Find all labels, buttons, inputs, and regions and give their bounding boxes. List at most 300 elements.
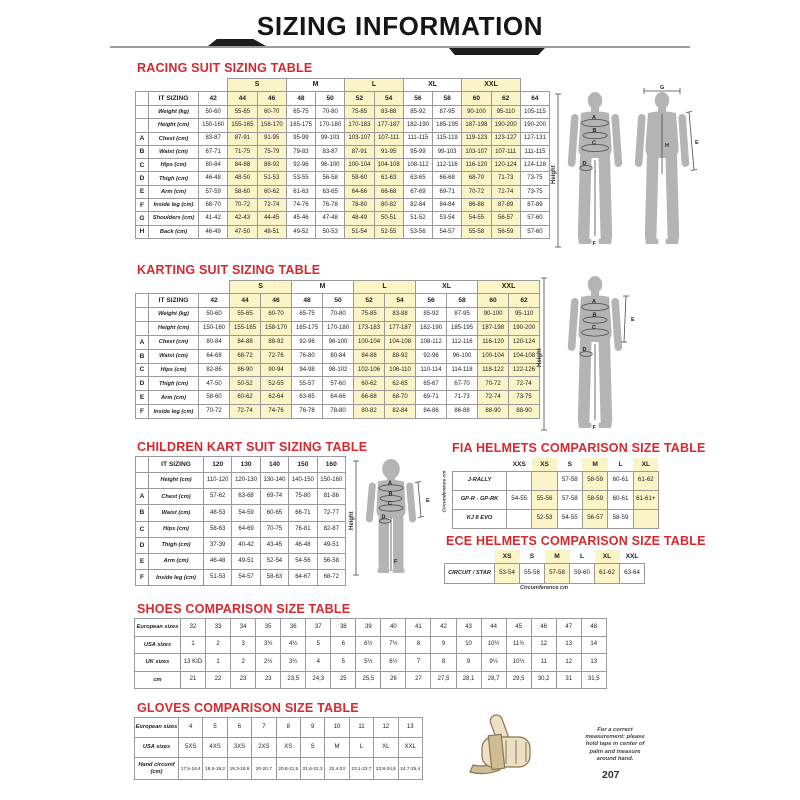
table-cell: 72-76 [261,349,292,363]
table-cell: 28,1 [456,671,481,689]
table-cell: Weight (kg) [149,308,199,322]
table-cell: 58-60 [199,391,230,405]
table-cell: 56-57 [491,212,520,225]
table-cell: 55-65 [230,308,261,322]
table-cell: Arm (cm) [149,553,204,569]
table-cell: 102-106 [354,363,385,377]
table-cell: 37 [306,619,331,637]
table-cell: 56-58 [316,172,345,185]
gloves-comparison-table [134,717,422,780]
table-cell: 87-89 [520,199,549,212]
table-cell: Inside leg (cm) [149,199,199,212]
table-cell: 31 [556,671,581,689]
table-cell: 72-74 [478,391,509,405]
table-cell: 40 [381,619,406,637]
table-cell: 48-49 [345,212,374,225]
table-cell: M [325,738,349,758]
table-cell: 83-88 [374,106,403,119]
page-number: 207 [602,769,620,781]
table-cell: 43 [456,619,481,637]
table-cell: E [136,185,149,198]
page-title: SIZING INFORMATION [256,11,544,41]
table-cell: 58-59 [582,471,607,490]
table-cell: 79-83 [286,145,315,158]
table-cell: 66-68 [374,185,403,198]
table-cell: 111-115 [520,145,549,158]
table-cell: 11 [349,718,373,738]
table-cell: 110-114 [416,363,447,377]
table-cell: 46-48 [289,537,317,553]
table-cell: Hand circumf (cm) [135,758,179,780]
table-cell: 48-50 [228,172,257,185]
table-cell: 50-60 [199,308,230,322]
table-cell: 23,5 [281,671,306,689]
table-cell: 9 [300,718,324,738]
table-cell: 61-62 [633,471,658,490]
table-cell: 39 [356,619,381,637]
table-cell: 140-150 [289,473,317,489]
table-cell: 70-72 [462,185,491,198]
table-cell [507,509,532,528]
table-cell: 41 [406,619,431,637]
table-cell: 60-62 [354,377,385,391]
table-cell: 53-54 [495,563,520,583]
table-cell: 8 [431,654,456,672]
table-cell: 87-95 [447,308,478,322]
table-cell: 62-64 [261,391,292,405]
table-cell: 57-59 [199,185,228,198]
table-cell: 7½ [381,636,406,654]
table-cell: 5 [203,718,227,738]
table-cell: 12 [556,654,581,672]
table-cell: 64 [520,92,549,106]
table-cell [136,281,230,294]
table-cell: 36 [281,619,306,637]
table-cell: 118-122 [478,363,509,377]
table-cell: 58 [447,294,478,308]
table-cell: 57-60 [520,212,549,225]
hips-mark-label: C [592,325,596,331]
table-cell: 66-68 [354,391,385,405]
table-cell: 10½ [506,654,531,672]
table-cell: 2 [231,654,256,672]
thigh-mark-label: D [582,161,587,167]
table-cell: 87-95 [433,106,462,119]
table-cell: 88-90 [509,405,540,419]
table-cell: 56 [416,294,447,308]
table-cell: 92-96 [416,349,447,363]
table-cell: 64-69 [232,521,260,537]
table-cell: 21,6-22,3 [300,758,324,780]
table-cell: 51-53 [257,172,286,185]
table-cell: B [136,349,149,363]
table-cell: 130 [232,457,260,473]
table-cell: 26 [381,671,406,689]
shoulders-mark-label: G [660,85,665,91]
table-cell: 182-190 [403,119,432,132]
table-cell: Height (cm) [149,321,199,335]
table-cell: 96-100 [323,335,354,349]
arm-mark-label: E [631,317,635,323]
table-cell: 108-112 [403,159,432,172]
table-cell: 63-65 [316,185,345,198]
table-cell: 112-116 [447,335,478,349]
table-cell: 47 [556,619,581,637]
chest-mark-label: A [592,299,596,305]
table-cell: 127-131 [520,132,549,145]
table-cell: 86-88 [447,405,478,419]
table-cell: 165-175 [286,119,315,132]
table-cell: 3½ [256,636,281,654]
table-cell: 22,4-23 [325,758,349,780]
table-cell: 64-66 [323,391,354,405]
table-cell: GP-R - GP-RK [453,490,507,509]
table-cell: 84-86 [416,405,447,419]
table-cell: 68-70 [199,199,228,212]
table-cell: 47-50 [199,377,230,391]
table-cell: 4½ [281,636,306,654]
hand-measure-icon [460,712,564,778]
table-cell: XL [595,550,620,563]
table-cell: 177-187 [385,321,416,335]
table-cell: 60 [462,92,491,106]
table-cell: 28,7 [481,671,506,689]
table-cell: E [136,553,149,569]
table-cell: 69-71 [433,185,462,198]
table-cell: 11 [531,654,556,672]
table-cell: 58-63 [260,570,288,586]
table-cell: 104-108 [509,349,540,363]
table-cell: 69-74 [260,489,288,505]
table-cell: XL [416,281,478,294]
table-cell: 66-71 [289,505,317,521]
ece-table-heading: ECE HELMETS COMPARISON SIZE TABLE [446,534,706,548]
table-cell: 53-56 [403,225,432,238]
table-cell [520,79,549,92]
height-label: Height [349,511,355,530]
table-cell: 27,5 [431,671,456,689]
table-cell: 67-69 [403,185,432,198]
header-ornament-right [449,48,545,55]
table-cell: 170-183 [345,119,374,132]
table-cell: 56-57 [582,509,607,528]
table-cell: 52 [354,294,385,308]
table-cell: 6½ [381,654,406,672]
table-cell: 120-130 [232,473,260,489]
table-cell: 57-58 [545,563,570,583]
table-cell: 64-67 [289,570,317,586]
table-cell: 42 [199,92,228,106]
table-cell: A [136,335,149,349]
table-cell: 52-54 [260,553,288,569]
table-cell: S [567,460,573,468]
table-cell: 75-79 [257,145,286,158]
table-cell: Arm (cm) [149,185,199,198]
table-cell: 13 [556,636,581,654]
table-cell: M [292,281,354,294]
table-cell: 25,5 [356,671,381,689]
table-cell: 173-183 [354,321,385,335]
table-cell: XS [495,550,520,563]
table-cell: 120 [204,457,232,473]
table-cell: 50-51 [374,212,403,225]
table-cell: 170-180 [323,321,354,335]
table-cell: 86-88 [462,199,491,212]
table-cell: European sizes [135,619,181,637]
table-cell: 13 [398,718,422,738]
table-cell: 4 [306,654,331,672]
table-cell: XL [374,738,398,758]
table-cell: 70-72 [228,199,257,212]
table-cell: 68-70 [462,172,491,185]
table-cell: M [286,79,345,92]
table-cell: 75-85 [345,106,374,119]
table-cell: Height (cm) [149,119,199,132]
height-label: Height [551,165,557,184]
fia-side-label: Circumference cm [442,470,448,513]
table-cell: 165-175 [292,321,323,335]
table-cell: 140 [260,457,288,473]
table-cell: 92-96 [286,159,315,172]
table-cell: B [136,145,149,158]
table-cell: 2 [206,636,231,654]
karting-suit-table [135,280,539,419]
arm-mark-label: E [426,498,430,504]
table-cell: UK sizes [135,654,181,672]
shoes-comparison-table [134,618,606,689]
table-cell: 10 [325,718,349,738]
table-cell: S [529,552,535,560]
table-cell: 3½ [281,654,306,672]
table-cell: 52-53 [532,509,557,528]
table-cell: 92-96 [292,335,323,349]
table-cell: 42 [199,294,230,308]
table-cell: 64-68 [199,349,230,363]
table-cell: 2XS [252,738,276,758]
table-cell: Inside leg (cm) [149,405,199,419]
table-cell: 47-48 [316,212,345,225]
table-cell: cm [135,671,181,689]
table-cell: 155-165 [228,119,257,132]
table-cell: C [136,159,149,172]
table-cell: 54-55 [557,509,582,528]
table-cell: 49-52 [286,225,315,238]
table-cell: 32 [181,619,206,637]
table-cell: 61-61+ [633,490,658,509]
table-cell: 63-65 [292,391,323,405]
table-cell: 100-104 [478,349,509,363]
table-cell: 91-95 [374,145,403,158]
table-cell: 44 [230,294,261,308]
table-cell: S [228,79,287,92]
table-cell: KJ 8 EVO [453,509,507,528]
table-cell: Thigh (cm) [149,172,199,185]
table-cell: USA sizes [135,636,181,654]
table-cell: 76-78 [292,405,323,419]
table-cell [136,321,149,335]
table-cell: 150-160 [199,321,230,335]
table-cell: 80-82 [374,199,403,212]
table-cell: 58-59 [608,509,633,528]
table-cell: 44 [228,92,257,106]
table-cell: 8 [276,718,300,738]
table-cell: A [136,132,149,145]
table-cell: XXL [478,281,540,294]
table-cell: 45-46 [286,212,315,225]
table-cell: 2½ [256,654,281,672]
table-cell: Waist (cm) [149,349,199,363]
hips-mark-label: C [592,140,596,147]
table-cell: 53-55 [286,172,315,185]
table-cell: 104-108 [374,159,403,172]
table-cell: 70-72 [478,377,509,391]
table-cell: CIRCUIT / STAR [445,563,495,583]
table-cell: 50 [323,294,354,308]
table-cell: XS [276,738,300,758]
table-cell: 120-124 [491,159,520,172]
table-cell: D [136,537,149,553]
table-cell: 83-87 [199,132,228,145]
table-cell: 71-75 [228,145,257,158]
table-cell: 114-118 [447,363,478,377]
table-cell: 66-68 [433,172,462,185]
table-cell: IT SIZING [149,92,199,106]
table-cell [633,509,658,528]
table-cell: 50 [316,92,345,106]
table-cell: 68-72 [230,349,261,363]
table-cell: 65-75 [286,106,315,119]
table-cell: Hips (cm) [149,521,204,537]
table-cell: 55-57 [292,377,323,391]
table-cell: 49-51 [317,537,345,553]
table-cell: 54-59 [232,505,260,521]
table-cell: 84-84 [433,199,462,212]
inside-leg-mark-label: F [592,425,596,431]
table-cell: 64-66 [345,185,374,198]
table-cell: 100-104 [345,159,374,172]
table-cell: 99-103 [433,145,462,158]
table-cell: 63-64 [620,563,645,583]
table-cell: 60-65 [260,505,288,521]
fia-table-heading: FIA HELMETS COMPARISON SIZE TABLE [452,441,706,455]
table-cell: 72-77 [317,505,345,521]
gloves-measure-note: For a correct measurement: please hold tape in center of palm and measure around hand. [585,727,645,762]
table-cell: J-RALLY [453,471,507,490]
table-cell: 72-74 [257,199,286,212]
table-cell: 57-58 [557,471,582,490]
table-cell: 45 [506,619,531,637]
children-figure [348,455,444,591]
table-cell: 46 [257,92,286,106]
hips-mark-label: C [388,501,392,507]
table-cell: 5 [306,636,331,654]
table-cell: 12 [531,636,556,654]
table-cell: 1 [206,654,231,672]
table-cell: 51-53 [204,570,232,586]
table-cell: Chest (cm) [149,132,199,145]
table-cell: 4 [179,718,203,738]
table-cell: 87-89 [491,199,520,212]
table-cell: 56 [403,92,432,106]
table-cell: 177-187 [374,119,403,132]
racing-table-heading: RACING SUIT SIZING TABLE [137,61,313,75]
table-cell: 44-45 [257,212,286,225]
table-cell: D [136,172,149,185]
table-cell: 48 [286,92,315,106]
table-cell: 88-90 [478,405,509,419]
table-cell: 68-72 [317,570,345,586]
table-cell: 87-91 [228,132,257,145]
table-cell: 70-75 [260,521,288,537]
table-cell: 116-120 [462,159,491,172]
table-cell: 87-91 [345,145,374,158]
arm-mark-label: E [695,140,699,146]
table-cell: 52-55 [374,225,403,238]
table-cell: 190-200 [509,321,540,335]
table-cell: 160 [317,457,345,473]
table-cell: 40-42 [232,537,260,553]
table-cell: 57-58 [557,490,582,509]
table-cell: 6 [331,636,356,654]
table-cell: 30,2 [531,671,556,689]
table-cell: 29,5 [506,671,531,689]
table-cell: 95-110 [491,106,520,119]
table-cell: 54-55 [507,490,532,509]
table-cell: C [136,363,149,377]
table-cell: 91-95 [257,132,286,145]
table-cell: 108-112 [416,335,447,349]
table-cell: 55-65 [228,106,257,119]
table-cell: 60-62 [230,391,261,405]
table-cell: 27 [406,671,431,689]
table-cell: A [136,489,149,505]
table-cell: 124-128 [520,159,549,172]
table-cell: 185-195 [447,321,478,335]
table-cell: 3XS [227,738,251,758]
table-cell: 6½ [356,636,381,654]
table-cell: L [354,281,416,294]
table-cell: 23 [256,671,281,689]
table-cell: 52-55 [261,377,292,391]
table-cell: 60-70 [257,106,286,119]
table-cell: 115-119 [433,132,462,145]
table-cell: 55-56 [520,563,545,583]
table-cell: 103-107 [345,132,374,145]
chest-mark-label: A [592,115,596,121]
table-cell: 61-63 [286,185,315,198]
table-cell: 72-74 [230,405,261,419]
table-cell: 69-71 [416,391,447,405]
table-cell: 34 [231,619,256,637]
table-cell: 78-80 [323,405,354,419]
inside-leg-mark-label: F [394,559,398,565]
table-cell: 122-126 [509,363,540,377]
table-cell: 84-88 [230,335,261,349]
karting-figure [528,270,660,434]
table-cell [136,79,228,92]
table-cell: 21 [181,671,206,689]
table-cell: 57-60 [323,377,354,391]
table-cell: Chest (cm) [149,489,204,505]
table-cell: 119-123 [462,132,491,145]
table-cell: European sizes [135,718,179,738]
table-cell: 72-74 [491,185,520,198]
fia-helmets-table [452,458,658,529]
table-cell: 57-62 [204,489,232,505]
table-cell: 23 [231,671,256,689]
table-cell: 44 [481,619,506,637]
table-cell: 84-88 [354,349,385,363]
